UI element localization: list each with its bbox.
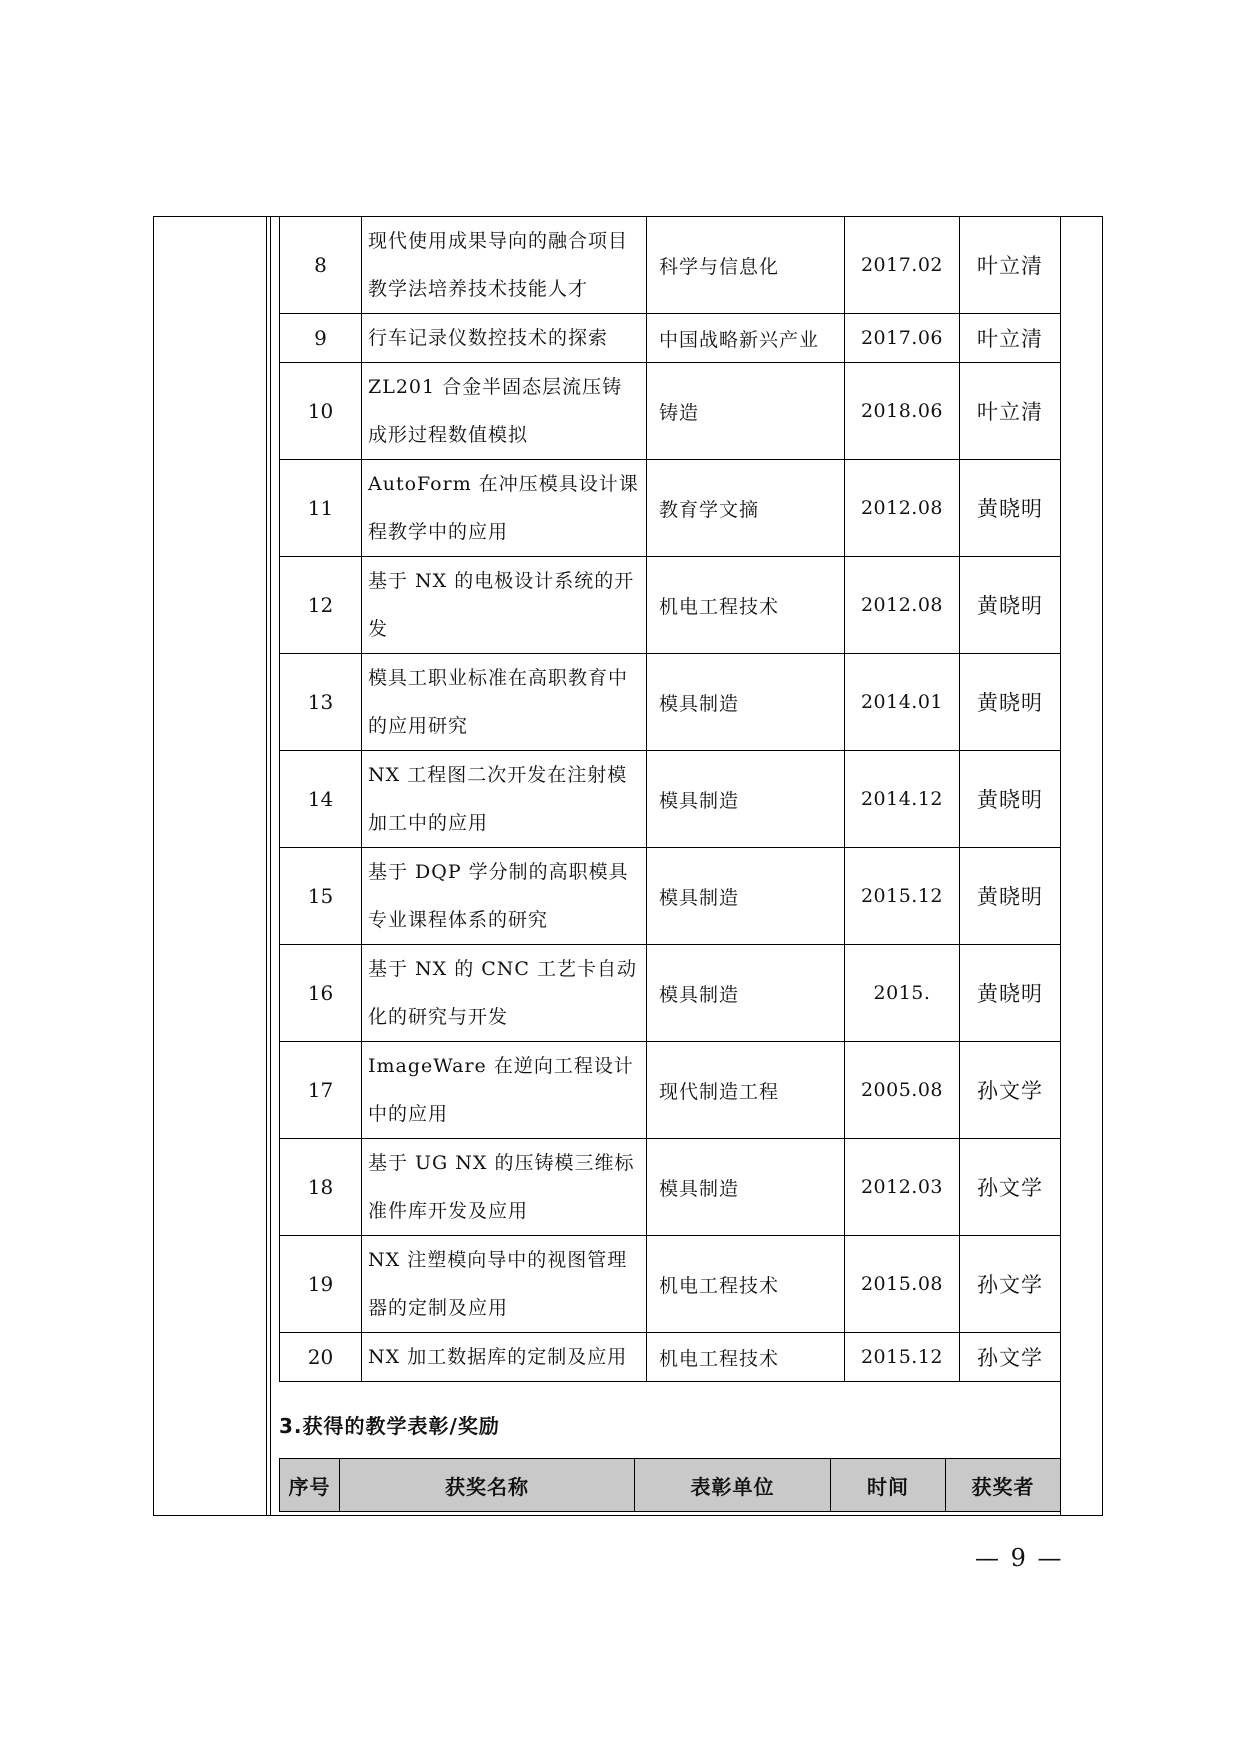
awards-header-name: 获奖名称: [340, 1459, 635, 1512]
table-row: [280, 1236, 1061, 1333]
paper-title: NX 注塑模向导中的视图管理器的定制及应用: [362, 1236, 647, 1333]
paper-date: 2018.06: [845, 363, 960, 460]
paper-title: ImageWare 在逆向工程设计中的应用: [362, 1042, 647, 1139]
paper-date: 2014.01: [845, 654, 960, 751]
awards-header-winner: 获奖者: [946, 1459, 1061, 1512]
paper-date: 2012.08: [845, 460, 960, 557]
paper-date: 2015.08: [845, 1236, 960, 1333]
paper-journal: 科学与信息化: [647, 217, 845, 314]
left-column-divider: [266, 216, 267, 1516]
paper-number: 14: [280, 751, 362, 848]
paper-number: 20: [280, 1333, 362, 1382]
paper-title: 现代使用成果导向的融合项目教学法培养技术技能人才: [362, 217, 647, 314]
awards-header-no: 序号: [280, 1459, 340, 1512]
paper-number: 8: [280, 217, 362, 314]
paper-date: 2017.02: [845, 217, 960, 314]
paper-number: 15: [280, 848, 362, 945]
table-row: [280, 848, 1061, 945]
paper-date: 2012.08: [845, 557, 960, 654]
paper-author: 黄晓明: [960, 945, 1061, 1042]
table-row: [280, 945, 1061, 1042]
table-row: [280, 1333, 1061, 1382]
paper-journal: 机电工程技术: [647, 1236, 845, 1333]
paper-journal: 机电工程技术: [647, 1333, 845, 1382]
awards-header-row: [280, 1459, 1061, 1512]
paper-title: 基于 UG NX 的压铸模三维标准件库开发及应用: [362, 1139, 647, 1236]
paper-author: 黄晓明: [960, 557, 1061, 654]
paper-date: 2017.06: [845, 314, 960, 363]
paper-number: 11: [280, 460, 362, 557]
paper-date: 2015.: [845, 945, 960, 1042]
awards-table: [279, 1458, 1061, 1512]
section-heading: 3.获得的教学表彰/奖励: [279, 1414, 500, 1438]
table-row: [280, 1042, 1061, 1139]
paper-author: 黄晓明: [960, 460, 1061, 557]
paper-author: 叶立清: [960, 217, 1061, 314]
paper-number: 10: [280, 363, 362, 460]
paper-author: 孙文学: [960, 1042, 1061, 1139]
paper-title: ZL201 合金半固态层流压铸成形过程数值模拟: [362, 363, 647, 460]
paper-journal: 模具制造: [647, 654, 845, 751]
paper-journal: 模具制造: [647, 751, 845, 848]
paper-title: 模具工职业标准在高职教育中的应用研究: [362, 654, 647, 751]
paper-journal: 模具制造: [647, 1139, 845, 1236]
paper-journal: 现代制造工程: [647, 1042, 845, 1139]
paper-number: 9: [280, 314, 362, 363]
paper-journal: 铸造: [647, 363, 845, 460]
paper-number: 19: [280, 1236, 362, 1333]
paper-number: 17: [280, 1042, 362, 1139]
paper-date: 2005.08: [845, 1042, 960, 1139]
paper-author: 黄晓明: [960, 654, 1061, 751]
paper-title: 基于 DQP 学分制的高职模具专业课程体系的研究: [362, 848, 647, 945]
paper-number: 18: [280, 1139, 362, 1236]
table-row: [280, 314, 1061, 363]
awards-header-unit: 表彰单位: [635, 1459, 831, 1512]
paper-title: NX 工程图二次开发在注射模加工中的应用: [362, 751, 647, 848]
paper-journal: 模具制造: [647, 848, 845, 945]
awards-header-time: 时间: [831, 1459, 946, 1512]
paper-date: 2015.12: [845, 1333, 960, 1382]
paper-author: 叶立清: [960, 363, 1061, 460]
page-number: — 9 —: [975, 1544, 1064, 1572]
paper-title: 基于 NX 的电极设计系统的开发: [362, 557, 647, 654]
paper-title: 行车记录仪数控技术的探索: [362, 314, 647, 363]
paper-author: 黄晓明: [960, 848, 1061, 945]
table-row: [280, 751, 1061, 848]
paper-author: 孙文学: [960, 1236, 1061, 1333]
table-row: [280, 1139, 1061, 1236]
paper-date: 2014.12: [845, 751, 960, 848]
paper-author: 孙文学: [960, 1139, 1061, 1236]
paper-journal: 机电工程技术: [647, 557, 845, 654]
paper-journal: 中国战略新兴产业: [647, 314, 845, 363]
table-row: [280, 557, 1061, 654]
paper-date: 2015.12: [845, 848, 960, 945]
left-column-divider-inner: [270, 216, 271, 1516]
table-row: [280, 654, 1061, 751]
paper-date: 2012.03: [845, 1139, 960, 1236]
paper-author: 叶立清: [960, 314, 1061, 363]
paper-title: 基于 NX 的 CNC 工艺卡自动化的研究与开发: [362, 945, 647, 1042]
paper-title: NX 加工数据库的定制及应用: [362, 1333, 647, 1382]
paper-number: 16: [280, 945, 362, 1042]
table-row: [280, 217, 1061, 314]
paper-number: 13: [280, 654, 362, 751]
paper-author: 孙文学: [960, 1333, 1061, 1382]
paper-author: 黄晓明: [960, 751, 1061, 848]
papers-table: [279, 216, 1061, 1382]
paper-number: 12: [280, 557, 362, 654]
paper-journal: 教育学文摘: [647, 460, 845, 557]
table-row: [280, 363, 1061, 460]
paper-title: AutoForm 在冲压模具设计课程教学中的应用: [362, 460, 647, 557]
paper-journal: 模具制造: [647, 945, 845, 1042]
table-row: [280, 460, 1061, 557]
